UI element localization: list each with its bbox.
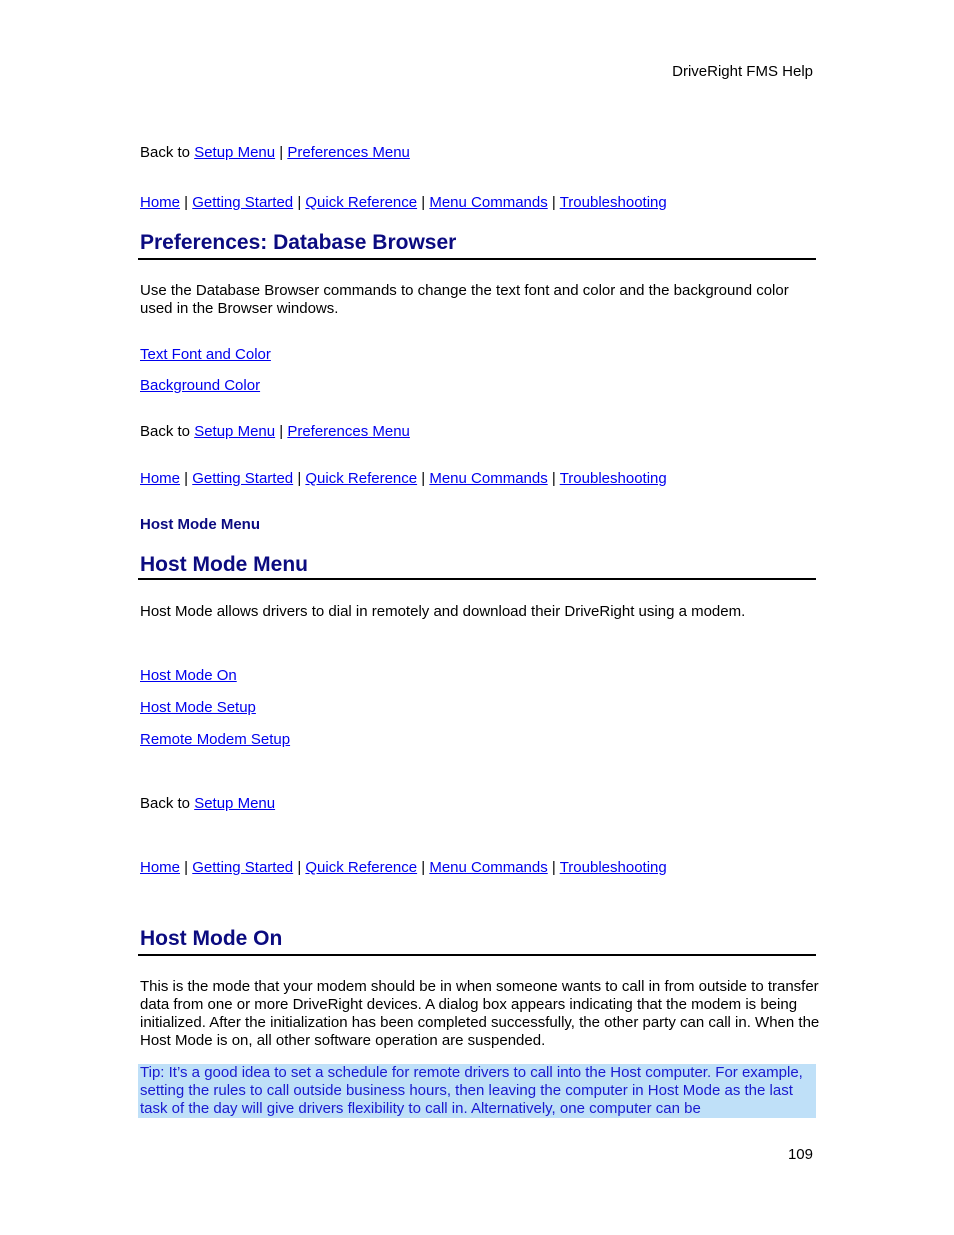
host-mode-setup-link[interactable]: Host Mode Setup <box>140 699 256 716</box>
separator: | <box>180 470 193 487</box>
nav-links <box>140 470 667 488</box>
troubleshooting-link[interactable]: Troubleshooting <box>559 470 667 487</box>
separator: | <box>180 194 193 211</box>
getting-started-link[interactable]: Getting Started <box>192 859 294 876</box>
section-heading-database-browser: Preferences: Database Browser <box>140 231 457 254</box>
getting-started-link[interactable]: Getting Started <box>192 194 294 211</box>
menu-commands-link[interactable]: Menu Commands <box>429 470 548 487</box>
heading-rule <box>138 258 816 260</box>
home-link[interactable]: Home <box>140 859 181 876</box>
back-links <box>140 144 410 162</box>
nav-links <box>140 859 667 877</box>
background-color-link[interactable]: Background Color <box>140 377 261 394</box>
troubleshooting-link[interactable]: Troubleshooting <box>559 194 667 211</box>
back-prefix: Back to <box>140 423 195 440</box>
back-prefix: Back to <box>140 144 195 161</box>
setup-menu-link[interactable]: Setup Menu <box>194 423 276 440</box>
home-link[interactable]: Home <box>140 470 181 487</box>
separator: | <box>275 144 288 161</box>
heading-rule <box>138 578 816 580</box>
tip-box: Tip: It’s a good idea to set a schedule for remote drivers to call into the Host computer. For example, setting the rules to call outside business hours, then leaving the computer in Host Mode as the last task of the day will give drivers flexibility to call in. Alternatively, one computer can be <box>138 1064 816 1118</box>
back-links <box>140 423 410 441</box>
home-link[interactable]: Home <box>140 194 181 211</box>
separator: | <box>417 470 430 487</box>
host-mode-on-link[interactable]: Host Mode On <box>140 667 237 684</box>
separator: | <box>547 859 560 876</box>
setup-menu-link[interactable]: Setup Menu <box>194 795 276 812</box>
quick-reference-link[interactable]: Quick Reference <box>305 470 418 487</box>
preferences-menu-link[interactable]: Preferences Menu <box>287 144 410 161</box>
database-browser-intro: Use the Database Browser commands to change the text font and color and the background color used in the Browser windows. <box>140 282 789 317</box>
separator: | <box>293 194 306 211</box>
troubleshooting-link[interactable]: Troubleshooting <box>559 859 667 876</box>
back-links <box>140 795 275 813</box>
section-heading-host-mode-menu: Host Mode Menu <box>140 553 308 576</box>
host-mode-menu-label: Host Mode Menu <box>140 516 260 533</box>
separator: | <box>417 859 430 876</box>
nav-links <box>140 194 667 212</box>
menu-commands-link[interactable]: Menu Commands <box>429 194 548 211</box>
separator: | <box>417 194 430 211</box>
separator: | <box>547 194 560 211</box>
heading-rule <box>138 954 816 956</box>
separator: | <box>547 470 560 487</box>
menu-commands-link[interactable]: Menu Commands <box>429 859 548 876</box>
page-number: 109 <box>787 1146 813 1163</box>
section-heading-host-mode-on: Host Mode On <box>140 927 283 950</box>
separator: | <box>275 423 288 440</box>
quick-reference-link[interactable]: Quick Reference <box>305 194 418 211</box>
text-font-color-link[interactable]: Text Font and Color <box>140 346 271 363</box>
host-mode-intro: Host Mode allows drivers to dial in remotely and download their DriveRight using a modem. <box>140 603 746 620</box>
running-header: DriveRight FMS Help <box>672 63 813 80</box>
setup-menu-link[interactable]: Setup Menu <box>194 144 276 161</box>
separator: | <box>180 859 193 876</box>
host-mode-on-body: This is the mode that your modem should be in when someone wants to call in from outside to transfer data from one or more DriveRight devices. A dialog box appears indicating that the modem is being initialized. After the initialization has been completed successfully, the other party can call in. When the Host Mode is on, all other software operation are suspended. <box>140 978 820 1049</box>
preferences-menu-link[interactable]: Preferences Menu <box>287 423 410 440</box>
quick-reference-link[interactable]: Quick Reference <box>305 859 418 876</box>
back-prefix: Back to <box>140 795 195 812</box>
separator: | <box>293 470 306 487</box>
remote-modem-setup-link[interactable]: Remote Modem Setup <box>140 731 291 748</box>
separator: | <box>293 859 306 876</box>
getting-started-link[interactable]: Getting Started <box>192 470 294 487</box>
